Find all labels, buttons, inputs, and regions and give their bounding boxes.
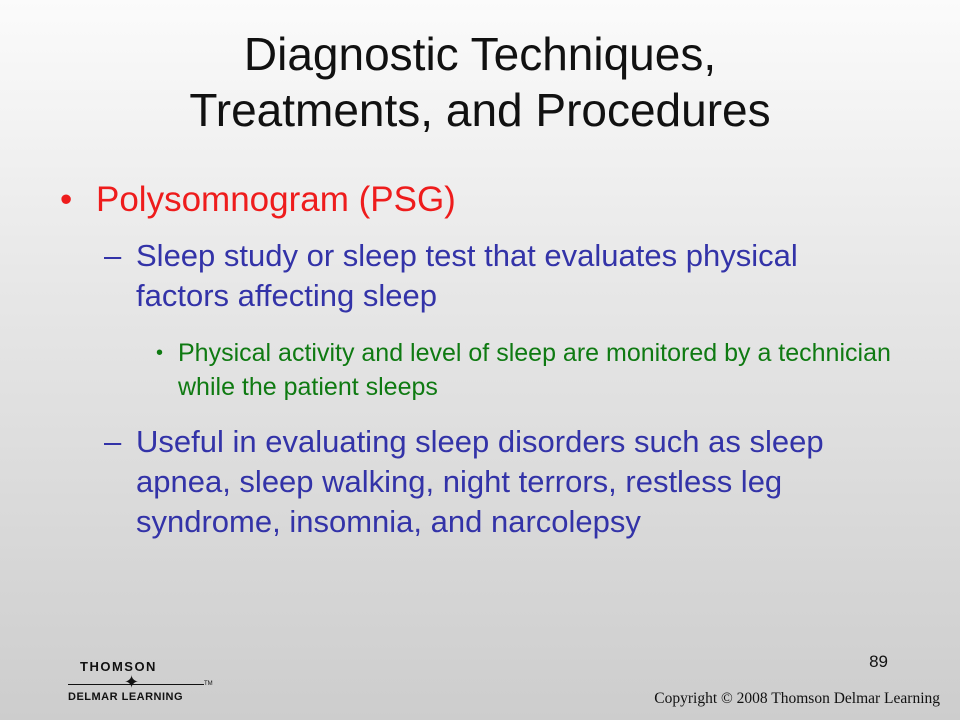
copyright-text: Copyright © 2008 Thomson Delmar Learning bbox=[654, 690, 940, 707]
thomson-delmar-logo bbox=[66, 659, 216, 709]
dash-icon: – bbox=[104, 238, 122, 273]
slide-title bbox=[0, 26, 960, 138]
bullet-text: Polysomnogram (PSG) bbox=[96, 180, 456, 219]
dash-icon: – bbox=[104, 424, 122, 459]
subbullet-text: Useful in evaluating sleep disorders such as sleep apnea, sleep walking, night terrors, restless leg syndrome, insomnia, and narcolepsy bbox=[136, 424, 824, 539]
logo-line-1: THOMSON bbox=[80, 659, 157, 674]
subbullet-text: Sleep study or sleep test that evaluates physical factors affecting sleep bbox=[136, 238, 798, 313]
bullet-icon: • bbox=[60, 180, 73, 219]
star-icon: ✦ bbox=[124, 672, 140, 692]
page-number: 89 bbox=[869, 652, 888, 671]
subsubbullet-text: Physical activity and level of sleep are monitored by a technician while the patient sleeps bbox=[178, 339, 891, 401]
slide-title-line-1: Diagnostic Techniques, bbox=[243, 28, 717, 80]
bullet-icon: • bbox=[156, 342, 164, 364]
logo-line-2: DELMAR LEARNING bbox=[68, 691, 184, 703]
slide-title-line-2: Treatments, and Procedures bbox=[189, 84, 771, 136]
logo-trademark: TM bbox=[204, 681, 213, 687]
